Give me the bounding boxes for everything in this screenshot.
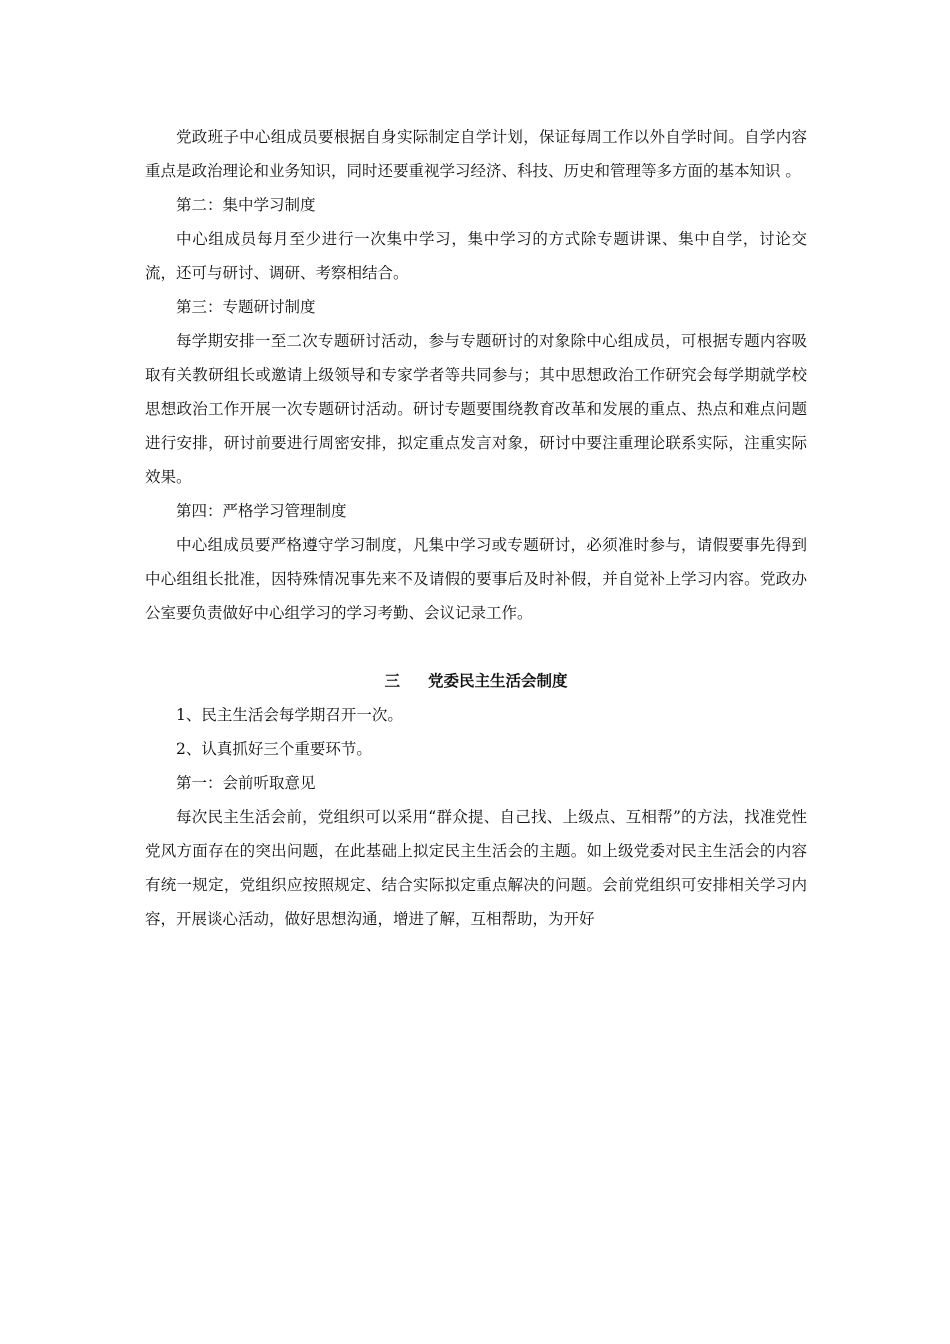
paragraph-pre-meeting: 每次民主生活会前，党组织可以采用“群众提、自己找、上级点、互相帮”的方法，找准党性党风方面存在的突出问题，在此基础上拟定民主生活会的主题。如上级党委对民主生活会的内容有统一规定，党组织应按照规定、结合实际拟定重点解决的问题。会前党组织可安排相关学习内容，开展谈心活动，做好思想沟通，增进了解，互相帮助，为开好 [145,808,807,928]
subheading-collective-study: 第二：集中学习制度 [176,196,316,214]
section-spacer [145,630,807,664]
section-number: 三 [384,671,400,690]
section-title-text: 党委民主生活会制度 [428,671,568,690]
paragraph-seminar: 每学期安排一至二次专题研讨活动，参与专题研讨的对象除中心组成员，可根据专题内容吸取有关教研组长或邀请上级领导和专家学者等共同参与；其中思想政治工作研究会每学期就学校思想政治工作开展一次专题研讨活动。研讨专题要围绕教育改革和发展的重点、热点和难点问题进行安排，研讨前要进行周密安排，拟定重点发言对象，研讨中要注重理论联系实际，注重实际效果。 [145,332,807,486]
paragraph-study-management: 中心组成员要严格遵守学习制度，凡集中学习或专题研讨，必须准时参与，请假要事先得到中心组组长批准，因特殊情况事先来不及请假的要事后及时补假，并自觉补上学习内容。党政办公室要负责做好中心组学习的学习考勤、会议记录工作。 [145,536,807,622]
paragraph-collective-study: 中心组成员每月至少进行一次集中学习，集中学习的方式除专题讲课、集中自学，讨论交流，还可与研讨、调研、考察相结合。 [145,230,807,282]
list-item-frequency: 1、民主生活会每学期召开一次。 [176,706,403,724]
document-page [145,120,807,936]
subheading-seminar: 第三：专题研讨制度 [176,298,316,316]
subheading-pre-meeting: 第一：会前听取意见 [176,774,316,792]
list-item-key-steps: 2、认真抓好三个重要环节。 [176,740,372,758]
section-heading [145,664,807,698]
subheading-study-management: 第四：严格学习管理制度 [176,502,347,520]
paragraph-self-study: 党政班子中心组成员要根据自身实际制定自学计划，保证每周工作以外自学时间。自学内容重点是政治理论和业务知识，同时还要重视学习经济、科技、历史和管理等多方面的基本知识 。 [145,128,807,180]
